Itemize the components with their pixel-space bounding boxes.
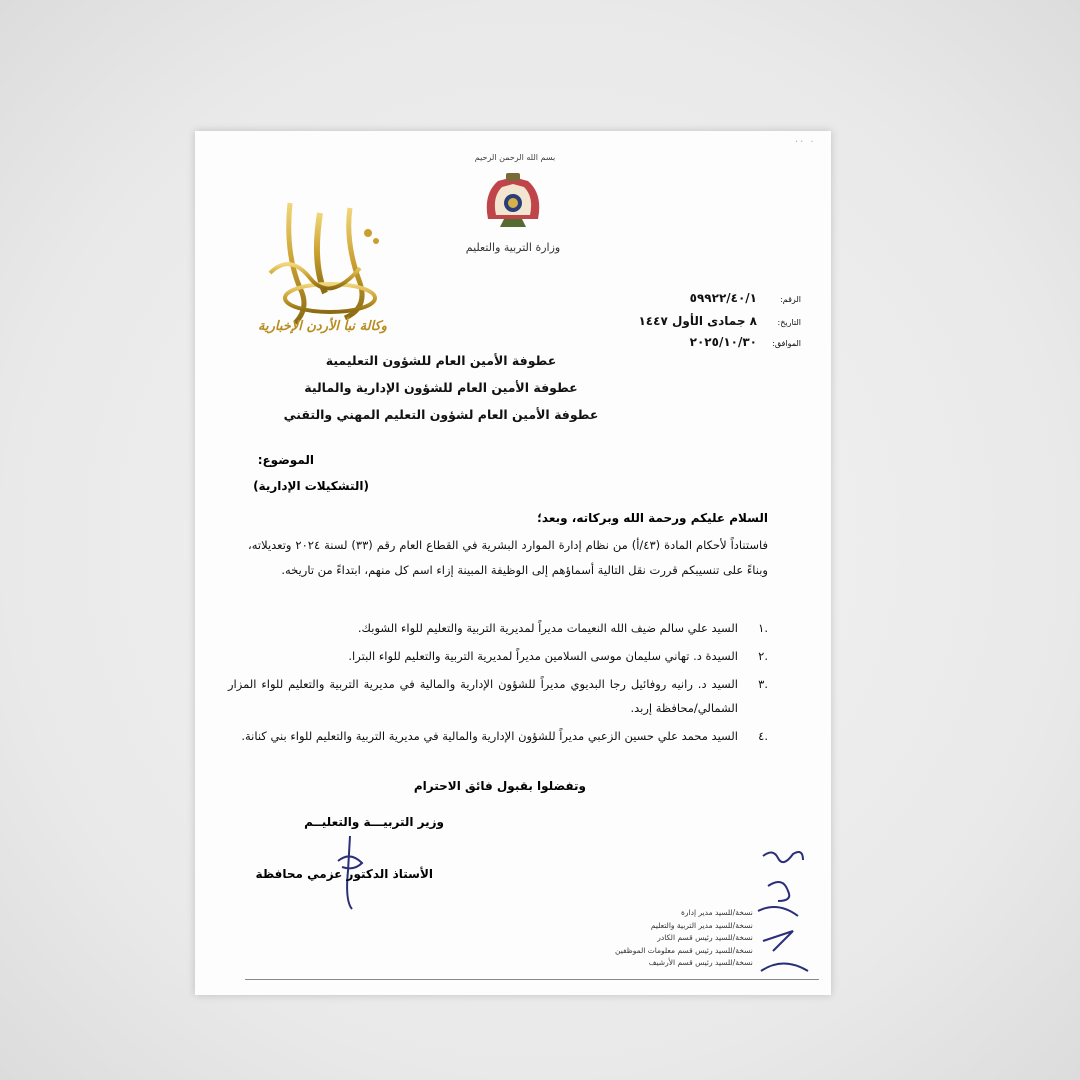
addressee-line: عطوفة الأمين العام للشؤون الإدارية والمالية	[304, 380, 578, 395]
list-item	[228, 672, 768, 720]
addressee-line: عطوفة الأمين العام للشؤون التعليمية	[325, 353, 557, 368]
reference-date-gregorian: ٢٠٢٥/١٠/٣٠	[689, 335, 757, 349]
copy-line: نسخة/للسيد رئيس قسم الكادر	[657, 933, 753, 942]
reference-number-row	[690, 291, 801, 305]
list-item	[228, 644, 768, 668]
appointments-list	[228, 616, 768, 752]
copy-line: نسخة/للسيد مدير التربية والتعليم	[650, 920, 753, 930]
greeting: السلام عليكم ورحمة الله وبركاته، وبعد؛	[537, 511, 768, 525]
list-item	[228, 616, 768, 640]
list-item-text: السيد د. رانيه روفائيل رجا البديوي مديراً للشؤون الإدارية والمالية في مديرية التربية والتعليم للواء المزار الشمالي/محافظة إربد.	[228, 677, 738, 715]
reference-number: ٥٩٩٢٢/٤٠/١	[689, 291, 757, 305]
list-item	[228, 724, 768, 748]
list-item-number: .٣	[758, 677, 768, 691]
handwritten-initials-icon	[753, 846, 813, 981]
minister-name: الأستاذ الدكتور عزمي محافظة	[255, 867, 433, 881]
reference-number-label: الرقم:	[780, 295, 801, 304]
list-item-number: .٤	[758, 729, 768, 743]
copy-line: نسخة/للسيد رئيس قسم معلومات الموظفين	[615, 945, 753, 955]
reference-date-row	[638, 314, 801, 328]
scan-artifact: ·· ·	[795, 137, 816, 148]
reference-corresponding-label: الموافق:	[772, 339, 801, 348]
body-paragraph: فاستناداً لأحكام المادة (٤٣/أ) من نظام إدارة الموارد البشرية في القطاع العام رقم (٣٣) لسنة ٢٠٢٤ وتعديلاته، وبناءً على تنسيبكم قررت نقل التالية أسماؤهم إلى الوظيفة المبينة إزاء اسم كل منهم، ابتداءً من تاريخه.	[248, 538, 768, 577]
subject-text: (التشكيلات الإدارية)	[253, 479, 369, 493]
list-item-text: السيدة د. تهاني سليمان موسى السلامين مديراً لمديرية التربية والتعليم للواء البترا.	[348, 649, 738, 663]
list-item-number: .١	[758, 621, 768, 635]
logo-caption: وكالة نبأ الأردن الإخبارية	[258, 319, 387, 334]
addressees-block	[241, 353, 641, 434]
reference-date-label: التاريخ:	[777, 318, 801, 327]
basmala-header: بسم الله الرحمن الرحيم	[474, 153, 556, 162]
ministry-name: وزارة التربية والتعليم	[465, 241, 561, 254]
reference-date-hijri: ٨ جمادى الأول ١٤٤٧	[638, 314, 757, 328]
footer-divider	[245, 979, 819, 980]
list-item-text: السيد علي سالم ضيف الله النعيمات مديراً لمديرية التربية والتعليم للواء الشوبك.	[357, 621, 738, 635]
closing-line: وتفضلوا بقبول فائق الاحترام	[413, 779, 586, 793]
list-item-text: السيد محمد علي حسين الزعبي مديراً للشؤون الإدارية والمالية في مديرية التربية والتعليم للواء بني كنانة.	[241, 729, 738, 743]
list-item-number: .٢	[758, 649, 768, 663]
letter-page	[195, 131, 831, 995]
reference-gregorian-row	[690, 335, 801, 349]
addressee-line: عطوفة الأمين العام لشؤون التعليم المهني والتقني	[283, 407, 599, 422]
jordan-coat-of-arms-icon	[478, 169, 548, 239]
copy-line: نسخة/للسيد مدير إدارة	[681, 908, 753, 917]
copy-line: نسخة/للسيد رئيس قسم الأرشيف	[648, 958, 753, 967]
subject-label: الموضوع:	[257, 453, 314, 467]
copies-list	[615, 907, 753, 970]
minister-title: وزير التربيـــة والتعليــم	[304, 815, 444, 829]
